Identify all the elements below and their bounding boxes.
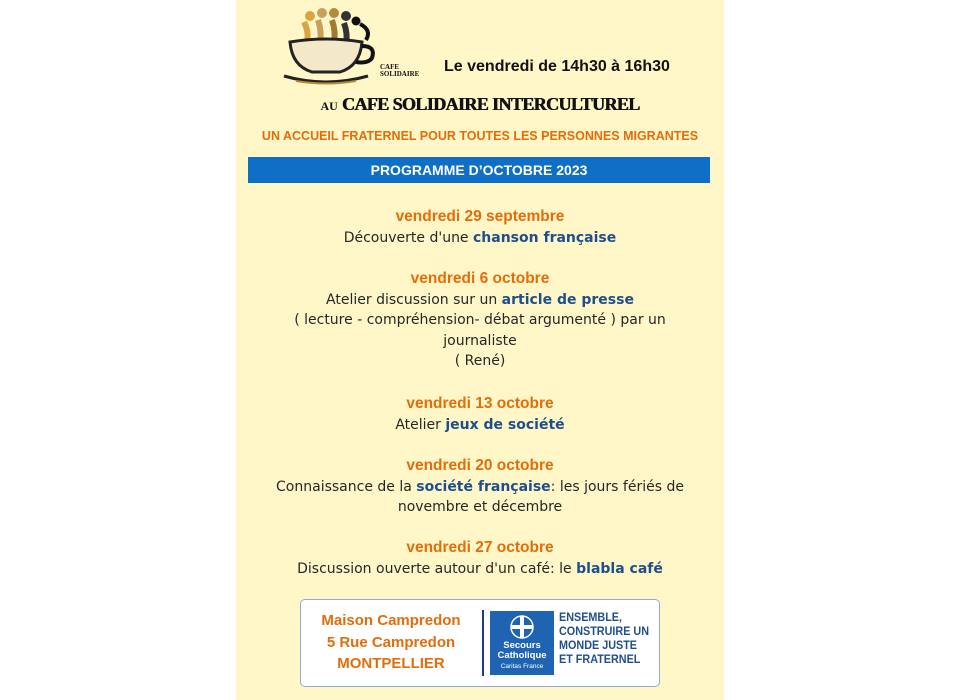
org-name	[490, 641, 554, 660]
cross-icon	[507, 613, 537, 641]
event-description	[246, 290, 714, 311]
org-name-line-2: Catholique	[497, 649, 547, 661]
event-item	[246, 394, 714, 435]
address-line: 5 Rue Campredon	[326, 633, 456, 651]
org-subtitle: Caritas France	[500, 663, 544, 670]
event-text: Découverte d'une	[343, 229, 473, 246]
slogan: ENSEMBLE, CONSTRUIRE UN MONDE JUSTE ET FRATERNEL	[559, 610, 650, 666]
event-item	[246, 456, 714, 518]
event-description	[246, 228, 714, 249]
logo-text-line-2: SOLIDAIRE	[380, 70, 420, 78]
event-description	[246, 477, 714, 518]
event-date: vendredi 29 septembre	[395, 208, 565, 225]
secours-catholique-logo	[490, 611, 554, 675]
event-text: Discussion ouverte autour d'un café: le	[297, 560, 577, 577]
event-highlight: article de presse	[501, 291, 634, 308]
divider	[482, 610, 484, 676]
event-date: vendredi 27 octobre	[406, 539, 554, 556]
address-line: MONTPELLIER	[337, 655, 445, 672]
event-presenter: ( René)	[454, 353, 506, 369]
program-title-bar: PROGRAMME D’OCTOBRE 2023	[248, 157, 710, 183]
address-line: Maison Campredon	[321, 612, 461, 629]
event-item	[246, 207, 714, 248]
event-description	[246, 559, 714, 580]
address	[307, 610, 475, 675]
event-highlight: jeux de société	[445, 416, 565, 433]
event-text: Atelier	[395, 416, 446, 433]
event-item	[246, 269, 714, 372]
event-highlight: blabla café	[576, 560, 663, 577]
event-item	[246, 538, 714, 579]
event-text-after: : les jours fériés de novembre et décembre	[397, 478, 684, 515]
cafe-solidaire-logo	[276, 8, 420, 86]
title-prefix: AU	[320, 99, 338, 113]
event-text: Atelier discussion sur un	[326, 291, 502, 308]
flyer	[236, 0, 724, 700]
event-date: vendredi 13 octobre	[406, 395, 554, 412]
schedule-text: Le vendredi de 14h30 à 16h30	[444, 58, 670, 75]
coffee-cup-icon	[276, 8, 380, 86]
title-main: CAFE SOLIDAIRE INTERCULTUREL	[341, 94, 640, 114]
logo-text	[380, 64, 440, 78]
page-title	[236, 94, 724, 115]
event-text: Connaissance de la	[276, 478, 417, 495]
footer-box	[300, 599, 660, 687]
org-name-line-1: Secours	[503, 640, 541, 651]
event-highlight: société française	[416, 478, 551, 495]
logo-text-line-1: CAFE	[380, 63, 400, 71]
tagline: UN ACCUEIL FRATERNEL POUR TOUTES LES PERSONNES MIGRANTES	[261, 129, 699, 143]
event-date: vendredi 20 octobre	[406, 457, 554, 474]
event-details: ( lecture - compréhension- débat argumenté ) par un journaliste	[294, 312, 666, 349]
event-highlight: chanson française	[473, 229, 617, 246]
event-date: vendredi 6 octobre	[410, 270, 550, 287]
event-description	[246, 415, 714, 436]
